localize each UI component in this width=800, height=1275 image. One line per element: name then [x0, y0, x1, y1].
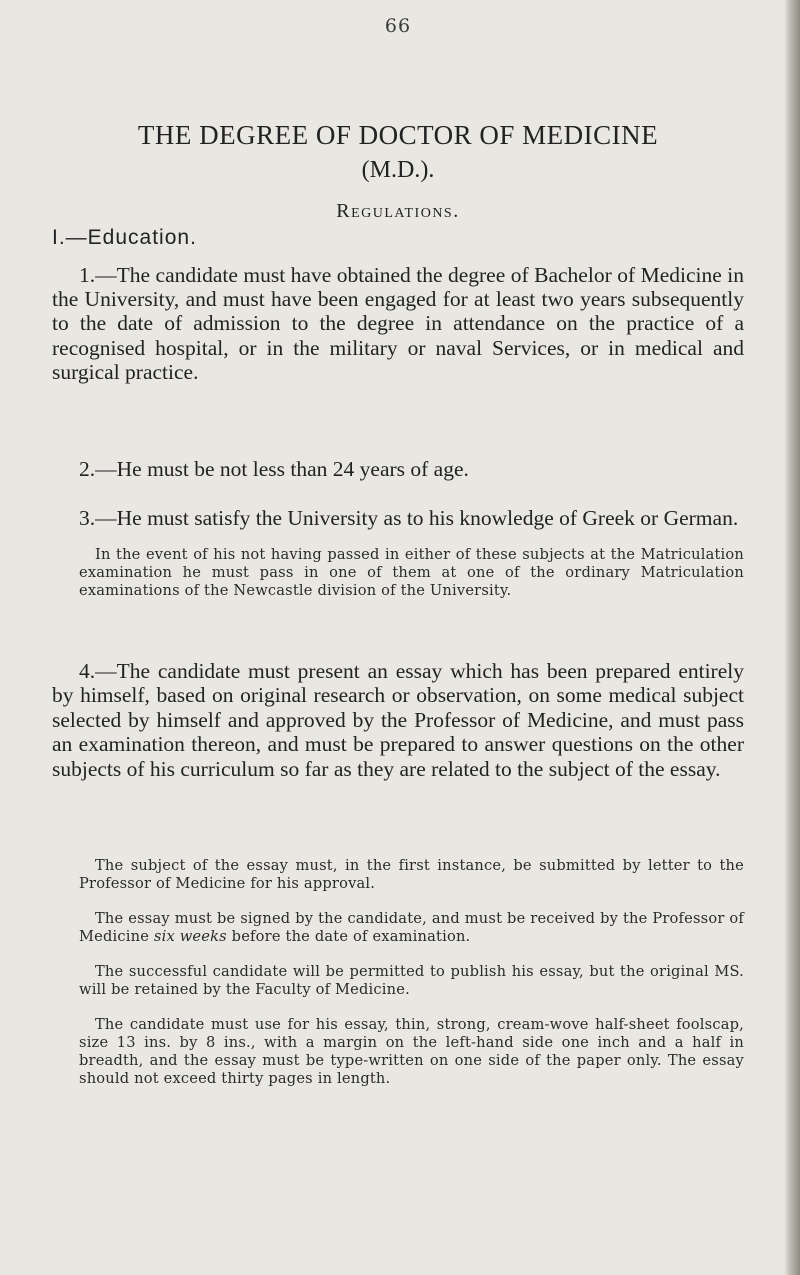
note-essay-signature: [79, 910, 744, 946]
section-heading: I.—Education.: [52, 226, 197, 249]
regulations-heading: Regulations.: [336, 200, 460, 222]
paragraph-1: 1.—The candidate must have obtained the degree of Bachelor of Medicine in the University, and must have been engaged for at least two years subsequently to the date of admission to the degree in attendance on the practice of a recognised hospital, or in the military or naval Services, or in medical and surgical practice.: [52, 262, 744, 385]
note-essay-format: The candidate must use for his essay, thin, strong, cream-wove half-sheet foolscap, size 13 ins. by 8 ins., with a margin on the left-hand side one inch and a half in breadth, and the essay must be type-written on one side of the paper only. The essay should not exceed thirty pages in length.: [79, 1015, 744, 1087]
page-number: 66: [384, 15, 412, 37]
paragraph-4: 4.—The candidate must present an essay which has been prepared entirely by himself, based on original research or observation, on some medical subject selected by himself and approved by the Professor of Medicine, and must pass an examination thereon, and must be prepared to answer questions on the other subjects of his curriculum so far as they are related to the subject of the essay.: [52, 658, 744, 781]
page-title: THE DEGREE OF DOCTOR OF MEDICINE: [137, 120, 659, 150]
note-language-requirement: In the event of his not having passed in either of these subjects at the Matriculation examination he must pass in one of them at one of the ordinary Matriculation examinations of the Newcastle division of the University.: [79, 545, 744, 599]
note-essay-publication: The successful candidate will be permitted to publish his essay, but the original MS. will be retained by the Faculty of Medicine.: [79, 962, 744, 998]
page-edge-shadow: [784, 0, 800, 1275]
note-essay-signature-text-1: The essay must be signed by the candidate, and must be received by the Professor of Medicine: [79, 909, 744, 945]
note-essay-subject: The subject of the essay must, in the first instance, be submitted by letter to the Professor of Medicine for his approval.: [79, 856, 744, 892]
note-essay-signature-emphasis: six weeks: [153, 927, 227, 945]
page-subtitle: (M.D.).: [361, 157, 435, 183]
note-essay-signature-text-2: before the date of examination.: [226, 927, 471, 945]
paragraph-3: 3.—He must satisfy the University as to his knowledge of Greek or German.: [79, 505, 739, 530]
paragraph-2: 2.—He must be not less than 24 years of age.: [79, 456, 469, 481]
